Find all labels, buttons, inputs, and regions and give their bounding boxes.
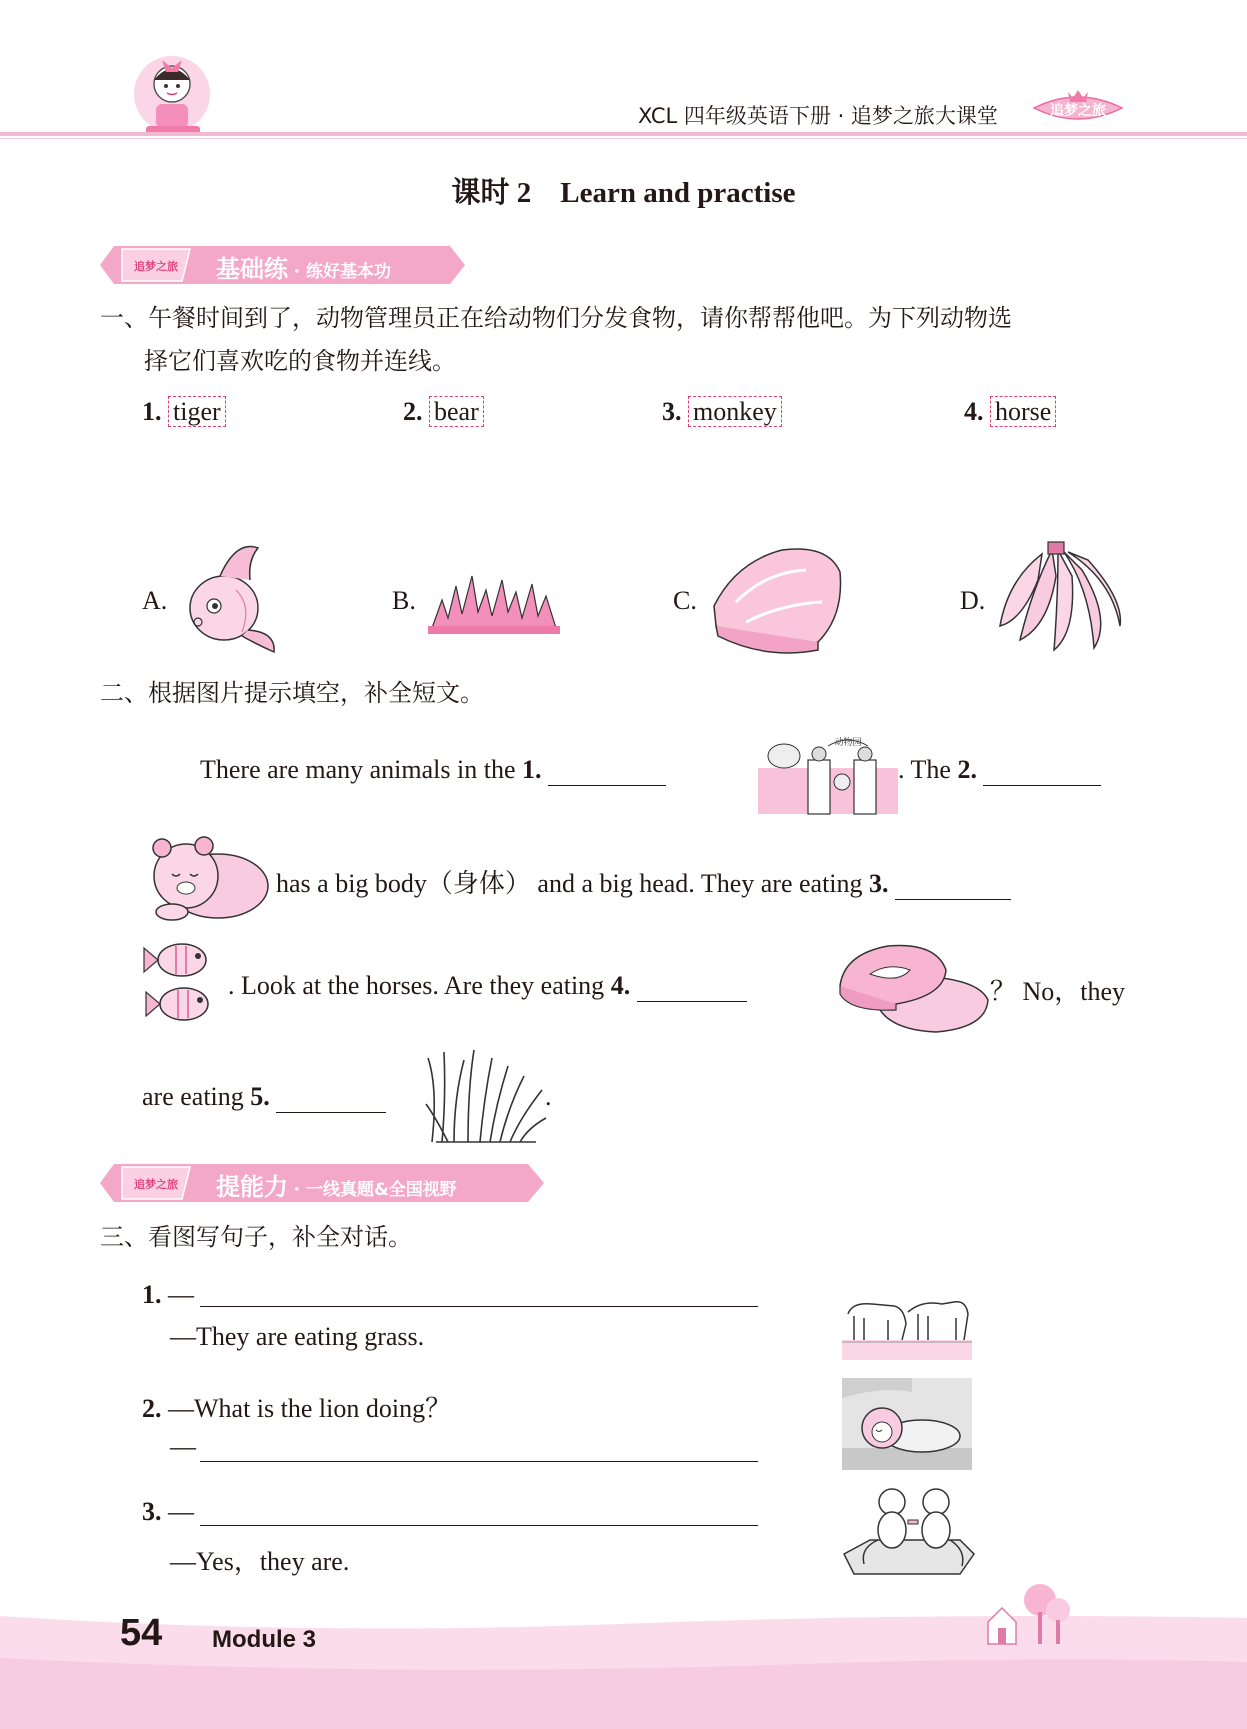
passage-line-3 [228, 971, 747, 1002]
passage-line-4 [142, 1082, 386, 1113]
svg-text:追梦之旅: 追梦之旅 [134, 260, 178, 273]
answer-line-3[interactable] [200, 1525, 758, 1526]
section2-question: 二、根据图片提示填空，补全短文。 [100, 679, 484, 707]
dialog-text: — [168, 1497, 194, 1526]
dialog-3-line-1 [142, 1497, 194, 1527]
mascot-girl-icon [132, 48, 214, 136]
animal-number: 2. [403, 397, 423, 426]
passage-line-2 [276, 863, 1011, 900]
dialog-number: 2. [142, 1394, 162, 1423]
dialog-number: 3. [142, 1497, 162, 1526]
monkeys-eating-icon [840, 1484, 978, 1576]
food-letter-d: D. [960, 586, 986, 615]
animal-word: tiger [168, 396, 226, 427]
house-trees-icon [984, 1582, 1074, 1652]
zoo-sign-text: 动物园 [834, 738, 862, 748]
passage-text: . The [898, 755, 951, 784]
zoo-icon [758, 730, 898, 814]
section3-banner-text [216, 1167, 457, 1202]
grass-icon [428, 566, 560, 636]
animal-item-1 [142, 397, 226, 427]
blank-5[interactable] [276, 1082, 386, 1113]
passage-line-3-end: ？ No，they [990, 977, 1126, 1006]
blank-4[interactable] [637, 971, 747, 1002]
food-letter-c: C. [673, 586, 697, 615]
passage-line-4-end: . [545, 1082, 552, 1111]
animal-word: bear [429, 396, 484, 427]
blank-1[interactable] [548, 755, 666, 786]
answer-line-2[interactable] [200, 1461, 758, 1462]
section3-banner-sub: · 一线真题&全国视野 [293, 1180, 457, 1200]
fish-icon [176, 540, 282, 656]
section1-question-line2: 择它们喜欢吃的食物并连线。 [144, 347, 456, 375]
animal-item-2 [403, 397, 484, 427]
blank-3[interactable] [895, 869, 1011, 900]
blank-number: 1. [521, 755, 542, 784]
blank-number: 4. [610, 971, 631, 1000]
section1-banner-sub: · 练好基本功 [293, 262, 391, 282]
page-number: 54 [120, 1612, 163, 1654]
animal-word: monkey [688, 396, 782, 427]
meat-icon [706, 542, 846, 658]
passage-text: There are many animals in the [200, 755, 516, 784]
answer-line-1[interactable] [200, 1306, 758, 1307]
food-letter-a: A. [142, 586, 168, 615]
dialog-text: — [168, 1280, 194, 1309]
module-label: Module 3 [212, 1626, 317, 1653]
section3-question: 三、看图写句子，补全对话。 [100, 1223, 412, 1251]
dialog-2-line-2: — [170, 1432, 196, 1461]
passage-text: are eating [142, 1082, 244, 1111]
passage-line-1 [200, 755, 666, 786]
horses-eating-icon [842, 1284, 972, 1360]
blank-2[interactable] [983, 755, 1101, 786]
dialog-text: —What is the lion doing？ [168, 1394, 452, 1423]
fishes-icon [142, 934, 228, 1032]
grass-bunch-icon [424, 1048, 548, 1144]
passage-text: has a big body（身体） and a big head. They are eating [276, 869, 863, 898]
bear-icon [142, 832, 270, 922]
food-letter-b: B. [392, 586, 416, 615]
blank-number: 3. [869, 869, 889, 898]
section1-banner [100, 246, 465, 284]
blank-number: 2. [957, 755, 977, 784]
logo-text: 追梦之旅 [1050, 103, 1106, 119]
passage-text: . Look at the horses. Are they eating [228, 971, 605, 1000]
dialog-1-line-2: —They are eating grass. [170, 1322, 425, 1351]
animal-item-4 [964, 397, 1056, 427]
header-rule-thin [0, 138, 1247, 139]
animal-number: 3. [662, 397, 682, 426]
section3-banner [100, 1164, 544, 1202]
section1-banner-text [216, 249, 391, 284]
logo-icon [1030, 86, 1126, 130]
animal-item-3 [662, 397, 782, 427]
header-rule [0, 132, 1247, 136]
animal-number: 1. [142, 397, 162, 426]
steaks-icon [836, 940, 992, 1034]
section3-banner-main: 提能力 [216, 1173, 288, 1201]
blank-number: 5. [250, 1082, 270, 1111]
dialog-1-line-1 [142, 1280, 194, 1310]
animal-number: 4. [964, 397, 984, 426]
dialog-number: 1. [142, 1280, 162, 1309]
lesson-title: 课时 2 Learn and practise [451, 177, 796, 209]
animal-word: horse [990, 396, 1056, 427]
lion-sleeping-icon [842, 1378, 972, 1470]
section1-banner-main: 基础练 [216, 255, 288, 283]
svg-text:追梦之旅: 追梦之旅 [134, 1178, 178, 1191]
series-title: XCL 四年级英语下册 · 追梦之旅大课堂 [638, 104, 998, 128]
bananas-icon [992, 540, 1124, 658]
dialog-2-line-1 [142, 1388, 451, 1425]
section1-question-line1: 一、午餐时间到了，动物管理员正在给动物们分发食物，请你帮帮他吧。为下列动物选 [100, 304, 1012, 332]
passage-line-1-end [898, 755, 1101, 786]
dialog-3-line-2: —Yes，they are. [170, 1547, 350, 1576]
